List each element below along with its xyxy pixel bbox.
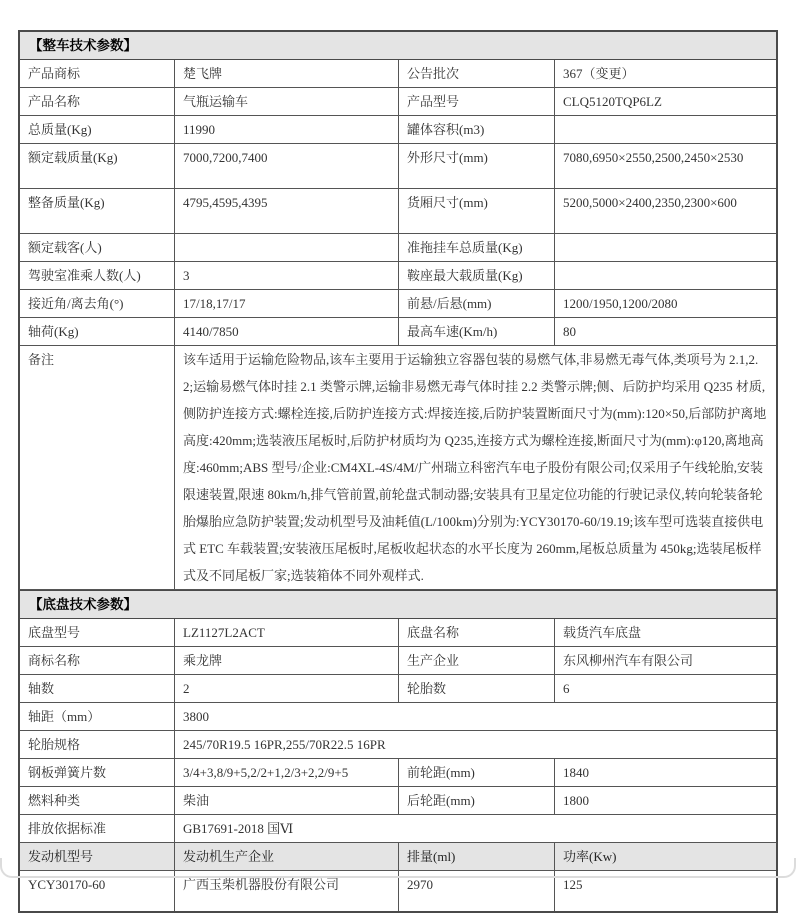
param-label: 轴数 <box>20 675 175 702</box>
param-label: 商标名称 <box>20 647 175 674</box>
param-label: 产品型号 <box>399 88 555 115</box>
param-label: 轮胎数 <box>399 675 555 702</box>
param-value: 2 <box>175 675 399 702</box>
param-value <box>555 234 776 261</box>
remark-label: 备注 <box>20 346 175 589</box>
param-row <box>20 290 776 318</box>
param-label: 整备质量(Kg) <box>20 189 175 233</box>
spec-sheet-table <box>18 30 778 913</box>
param-label: 总质量(Kg) <box>20 116 175 143</box>
param-value: 1840 <box>563 765 589 780</box>
param-row <box>20 675 776 703</box>
engine-power: 125 <box>563 877 583 892</box>
param-label: 额定载客(人) <box>20 234 175 261</box>
section-title-vehicle: 【整车技术参数】 <box>20 32 776 60</box>
param-label: 轮胎规格 <box>20 731 175 758</box>
param-value: 1800 <box>563 793 589 808</box>
param-label: 最高车速(Km/h) <box>399 318 555 345</box>
param-row <box>20 234 776 262</box>
param-label: 货厢尺寸(mm) <box>399 189 555 233</box>
param-value: 7080,6950×2550,2500,2450×2530 <box>563 150 744 165</box>
param-label: 鞍座最大载质量(Kg) <box>399 262 555 289</box>
param-row <box>20 262 776 290</box>
param-value: 4140/7850 <box>175 318 399 345</box>
param-value: 11990 <box>175 116 399 143</box>
engine-displacement: 2970 <box>399 871 555 911</box>
param-value: 楚飞牌 <box>175 60 399 87</box>
engine-manufacturer: 广西玉柴机器股份有限公司 <box>175 871 399 911</box>
param-value: 5200,5000×2400,2350,2300×600 <box>563 195 737 210</box>
param-value: 3 <box>175 262 399 289</box>
param-row <box>20 144 776 189</box>
param-label: 生产企业 <box>399 647 555 674</box>
card-bottom-edge <box>0 858 796 878</box>
engine-header-cell: 功率(Kw) <box>563 849 617 864</box>
param-value: 6 <box>563 681 570 696</box>
param-label: 燃料种类 <box>20 787 175 814</box>
param-value: 367（变更） <box>563 66 635 81</box>
param-label: 额定载质量(Kg) <box>20 144 175 188</box>
param-label: 驾驶室准乘人数(人) <box>20 262 175 289</box>
param-value: 乘龙牌 <box>175 647 399 674</box>
param-value: 载货汽车底盘 <box>563 625 642 640</box>
engine-model: YCY30170-60 <box>20 871 175 911</box>
param-label: 外形尺寸(mm) <box>399 144 555 188</box>
remark-row <box>20 346 776 590</box>
param-value: GB17691-2018 国Ⅵ <box>183 821 294 836</box>
param-row <box>20 318 776 346</box>
param-row <box>20 619 776 647</box>
engine-header-cell: 发动机生产企业 <box>175 843 399 870</box>
param-label: 钢板弹簧片数 <box>20 759 175 786</box>
param-value <box>175 234 399 261</box>
param-value: 气瓶运输车 <box>175 88 399 115</box>
param-row <box>20 703 776 731</box>
param-row <box>20 647 776 675</box>
param-label: 底盘型号 <box>20 619 175 646</box>
param-label: 轴距（mm） <box>20 703 175 730</box>
param-value: 17/18,17/17 <box>175 290 399 317</box>
param-value: 245/70R19.5 16PR,255/70R22.5 16PR <box>183 737 386 752</box>
param-label: 后轮距(mm) <box>399 787 555 814</box>
param-row <box>20 116 776 144</box>
param-label: 产品商标 <box>20 60 175 87</box>
param-value: 柴油 <box>175 787 399 814</box>
param-label: 轴荷(Kg) <box>20 318 175 345</box>
engine-header-cell: 排量(ml) <box>399 843 555 870</box>
param-value <box>555 116 776 143</box>
param-value: LZ1127L2ACT <box>175 619 399 646</box>
param-value: 3800 <box>183 709 209 724</box>
param-row <box>20 189 776 234</box>
param-label: 接近角/离去角(°) <box>20 290 175 317</box>
engine-header-cell: 发动机型号 <box>20 843 175 870</box>
param-value: 80 <box>563 324 576 339</box>
param-row <box>20 88 776 116</box>
param-value: 东风柳州汽车有限公司 <box>563 653 694 668</box>
param-label: 产品名称 <box>20 88 175 115</box>
param-row <box>20 731 776 759</box>
param-label: 底盘名称 <box>399 619 555 646</box>
param-label: 准拖挂车总质量(Kg) <box>399 234 555 261</box>
param-value: CLQ5120TQP6LZ <box>563 94 662 109</box>
param-row <box>20 815 776 843</box>
param-row <box>20 60 776 88</box>
param-value: 4795,4595,4395 <box>175 189 399 233</box>
param-label: 前悬/后悬(mm) <box>399 290 555 317</box>
param-label: 罐体容积(m3) <box>399 116 555 143</box>
section-title-chassis: 【底盘技术参数】 <box>20 590 776 619</box>
param-label: 公告批次 <box>399 60 555 87</box>
param-row <box>20 787 776 815</box>
param-value <box>555 262 776 289</box>
param-label: 排放依据标准 <box>20 815 175 842</box>
remark-text: 该车适用于运输危险物品,该车主要用于运输独立容器包装的易燃气体,非易燃无毒气体,类项号为 2.1,2.2;运输易燃气体时挂 2.1 类警示牌,运输非易燃无毒气体时挂 2.2 类警示牌;侧、后防护均采用 Q235 材质,侧防护连接方式:螺栓连接,后防护连接方式:焊接连接,后防护装置断面尺寸为(mm):120×50,后部防护离地高度:420mm;选装液压尾板时,后防护材质均为 Q235,连接方式为螺栓连接,断面尺寸为(mm):φ120,离地高度:460mm;ABS 型号/企业:CM4XL-4S/4M/广州瑞立科密汽车电子股份有限公司;仅采用子午线轮胎,安装限速装置,限速 80km/h,排气管前置,前轮盘式制动器;安装具有卫星定位功能的行驶记录仪,转向轮装备轮胎爆胎应急防护装置;发动机型号及油耗值(L/100km)分别为:YCY30170-60/19.19;该车型可选装直接供电式 ETC 车载装置;安装液压尾板时,尾板收起状态的水平长度为 260mm,尾板总质量为 450kg;选装尾板样式及不同尾板厂家;选装箱体不同外观样式. <box>183 352 767 583</box>
param-label: 前轮距(mm) <box>399 759 555 786</box>
param-value: 3/4+3,8/9+5,2/2+1,2/3+2,2/9+5 <box>175 759 399 786</box>
param-value: 1200/1950,1200/2080 <box>563 296 678 311</box>
param-row <box>20 759 776 787</box>
param-value: 7000,7200,7400 <box>175 144 399 188</box>
